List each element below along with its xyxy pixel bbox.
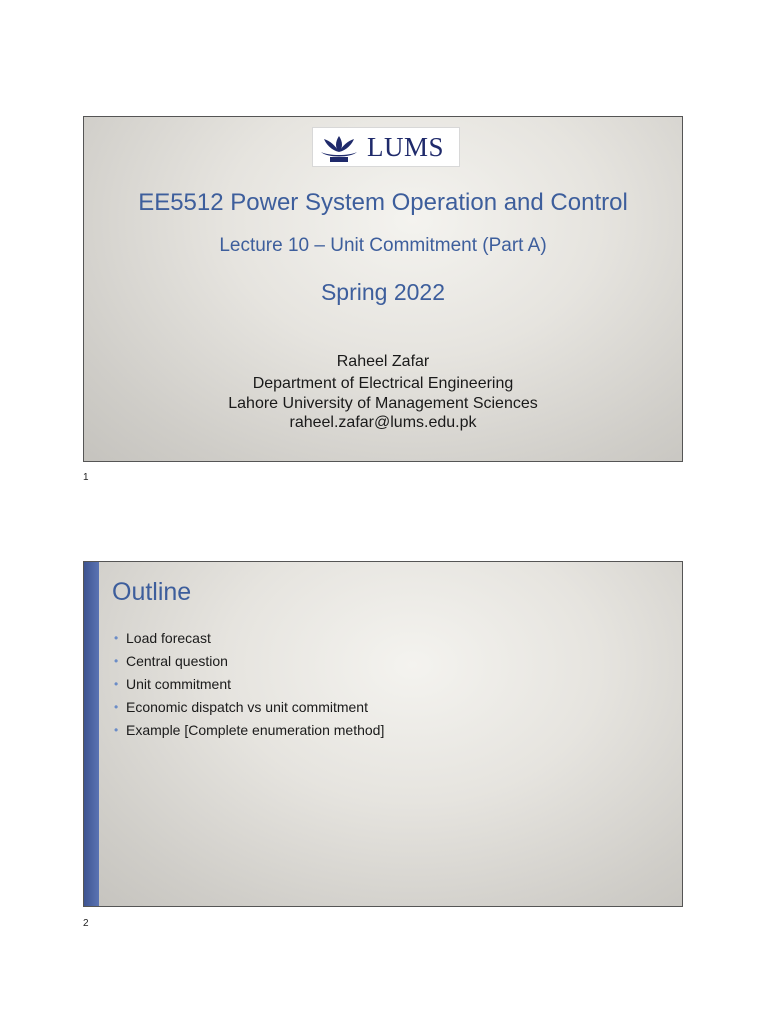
list-item: • Load forecast (114, 629, 211, 646)
author-department: Department of Electrical Engineering (252, 375, 514, 392)
lums-lotus-logo-icon (317, 130, 361, 164)
lums-logo (312, 127, 460, 167)
slide-2 (83, 561, 683, 907)
bullet-icon: • (114, 630, 119, 645)
list-item: • Central question (114, 652, 228, 669)
author-name: Raheel Zafar (336, 353, 430, 370)
slide-1 (83, 116, 683, 462)
slide-title: EE5512 Power System Operation and Control (138, 189, 628, 216)
list-item: • Example [Complete enumeration method] (114, 721, 385, 738)
author-university: Lahore University of Management Sciences (228, 395, 538, 412)
list-item: • Economic dispatch vs unit commitment (114, 698, 368, 715)
bullet-icon: • (114, 676, 119, 691)
bullet-icon: • (114, 722, 119, 737)
page-number-1: 1 (83, 472, 89, 483)
bullet-icon: • (114, 699, 119, 714)
outline-list (114, 626, 384, 741)
outline-title: Outline (112, 578, 192, 606)
page-number-2: 2 (83, 918, 89, 929)
slide-sidebar-accent (84, 562, 99, 906)
slide-subtitle: Lecture 10 – Unit Commitment (Part A) (219, 235, 547, 256)
logo-text: LUMS (367, 131, 445, 162)
bullet-icon: • (114, 653, 119, 668)
author-email[interactable]: raheel.zafar@lums.edu.pk (289, 414, 477, 431)
list-item: • Unit commitment (114, 675, 232, 692)
term-label: Spring 2022 (320, 279, 446, 305)
